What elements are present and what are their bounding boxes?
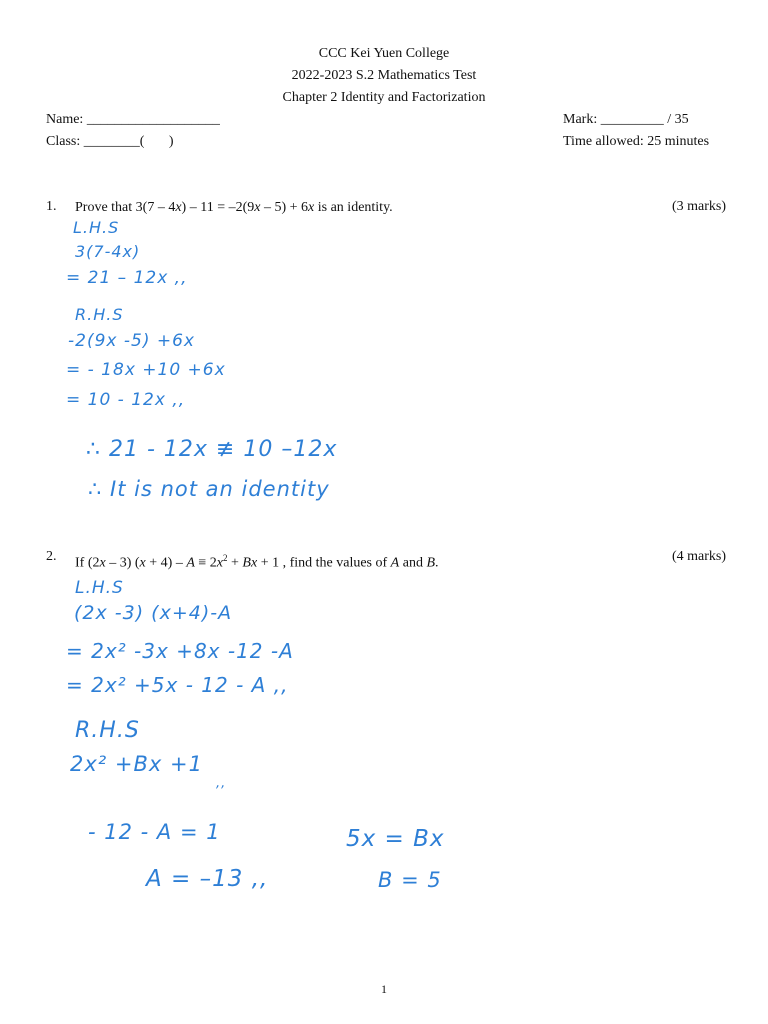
question-2-marks: (4 marks) bbox=[671, 549, 726, 564]
question-1-text: Prove that 3(7 – 4x) – 11 = –2(9x – 5) + 6x is an identity. bbox=[75, 200, 393, 215]
q2-work-line-4: = 2x² +5x - 12 - A ,, bbox=[66, 673, 289, 697]
q2-work-line-1: L.H.S bbox=[75, 578, 124, 598]
q1-work-line-6: = - 18x +10 +6x bbox=[66, 360, 226, 380]
mark-field: Mark: _________ / 35 bbox=[563, 112, 689, 127]
q2-answer-b: B = 5 bbox=[378, 868, 442, 892]
question-1-marks: (3 marks) bbox=[671, 199, 726, 214]
q1-conclusion-line-2: ∴ It is not an identity bbox=[88, 477, 330, 501]
q1-work-line-4: R.H.S bbox=[75, 305, 124, 324]
test-title: 2022-2023 S.2 Mathematics Test bbox=[291, 68, 477, 83]
q1-work-line-3: = 21 – 12x ,, bbox=[66, 268, 188, 288]
q2-equation-b: 5x = Bx bbox=[346, 826, 445, 852]
question-1-number: 1. bbox=[46, 199, 57, 214]
q2-work-line-2: (2x -3) (x+4)-A bbox=[74, 602, 233, 624]
time-allowed: Time allowed: 25 minutes bbox=[563, 134, 710, 149]
school-name: CCC Kei Yuen College bbox=[318, 46, 450, 61]
q1-work-line-1: L.H.S bbox=[73, 218, 120, 237]
q2-work-line-5: R.H.S bbox=[75, 718, 140, 743]
q1-conclusion-line-1: ∴ 21 - 12x ≢ 10 –12x bbox=[86, 437, 338, 462]
q2-work-line-6: 2x² +Bx +1 bbox=[70, 752, 203, 776]
question-2-text: If (2x – 3) $(x + 4) - A \equiv 2x^2 + Bx + 1$ , find the values of A and B. bbox=[75, 553, 439, 571]
q2-answer-a: A = –13 ,, bbox=[146, 866, 269, 892]
name-field: Name: ___________________ bbox=[46, 112, 220, 127]
q1-work-line-2: 3(7-4x) bbox=[75, 242, 141, 261]
chapter-title: Chapter 2 Identity and Factorization bbox=[282, 90, 486, 105]
q1-work-line-7: = 10 - 12x ,, bbox=[66, 390, 186, 410]
page-number: 1 bbox=[381, 982, 387, 996]
q2-work-line-3: = 2x² -3x +8x -12 -A bbox=[66, 639, 294, 663]
question-2-number: 2. bbox=[46, 549, 57, 564]
class-field: Class: ________( ) bbox=[46, 134, 174, 149]
q2-work-line-7: ,, bbox=[216, 776, 227, 791]
q2-equation-a: - 12 - A = 1 bbox=[88, 820, 221, 844]
q1-work-line-5: -2(9x -5) +6x bbox=[68, 331, 195, 351]
